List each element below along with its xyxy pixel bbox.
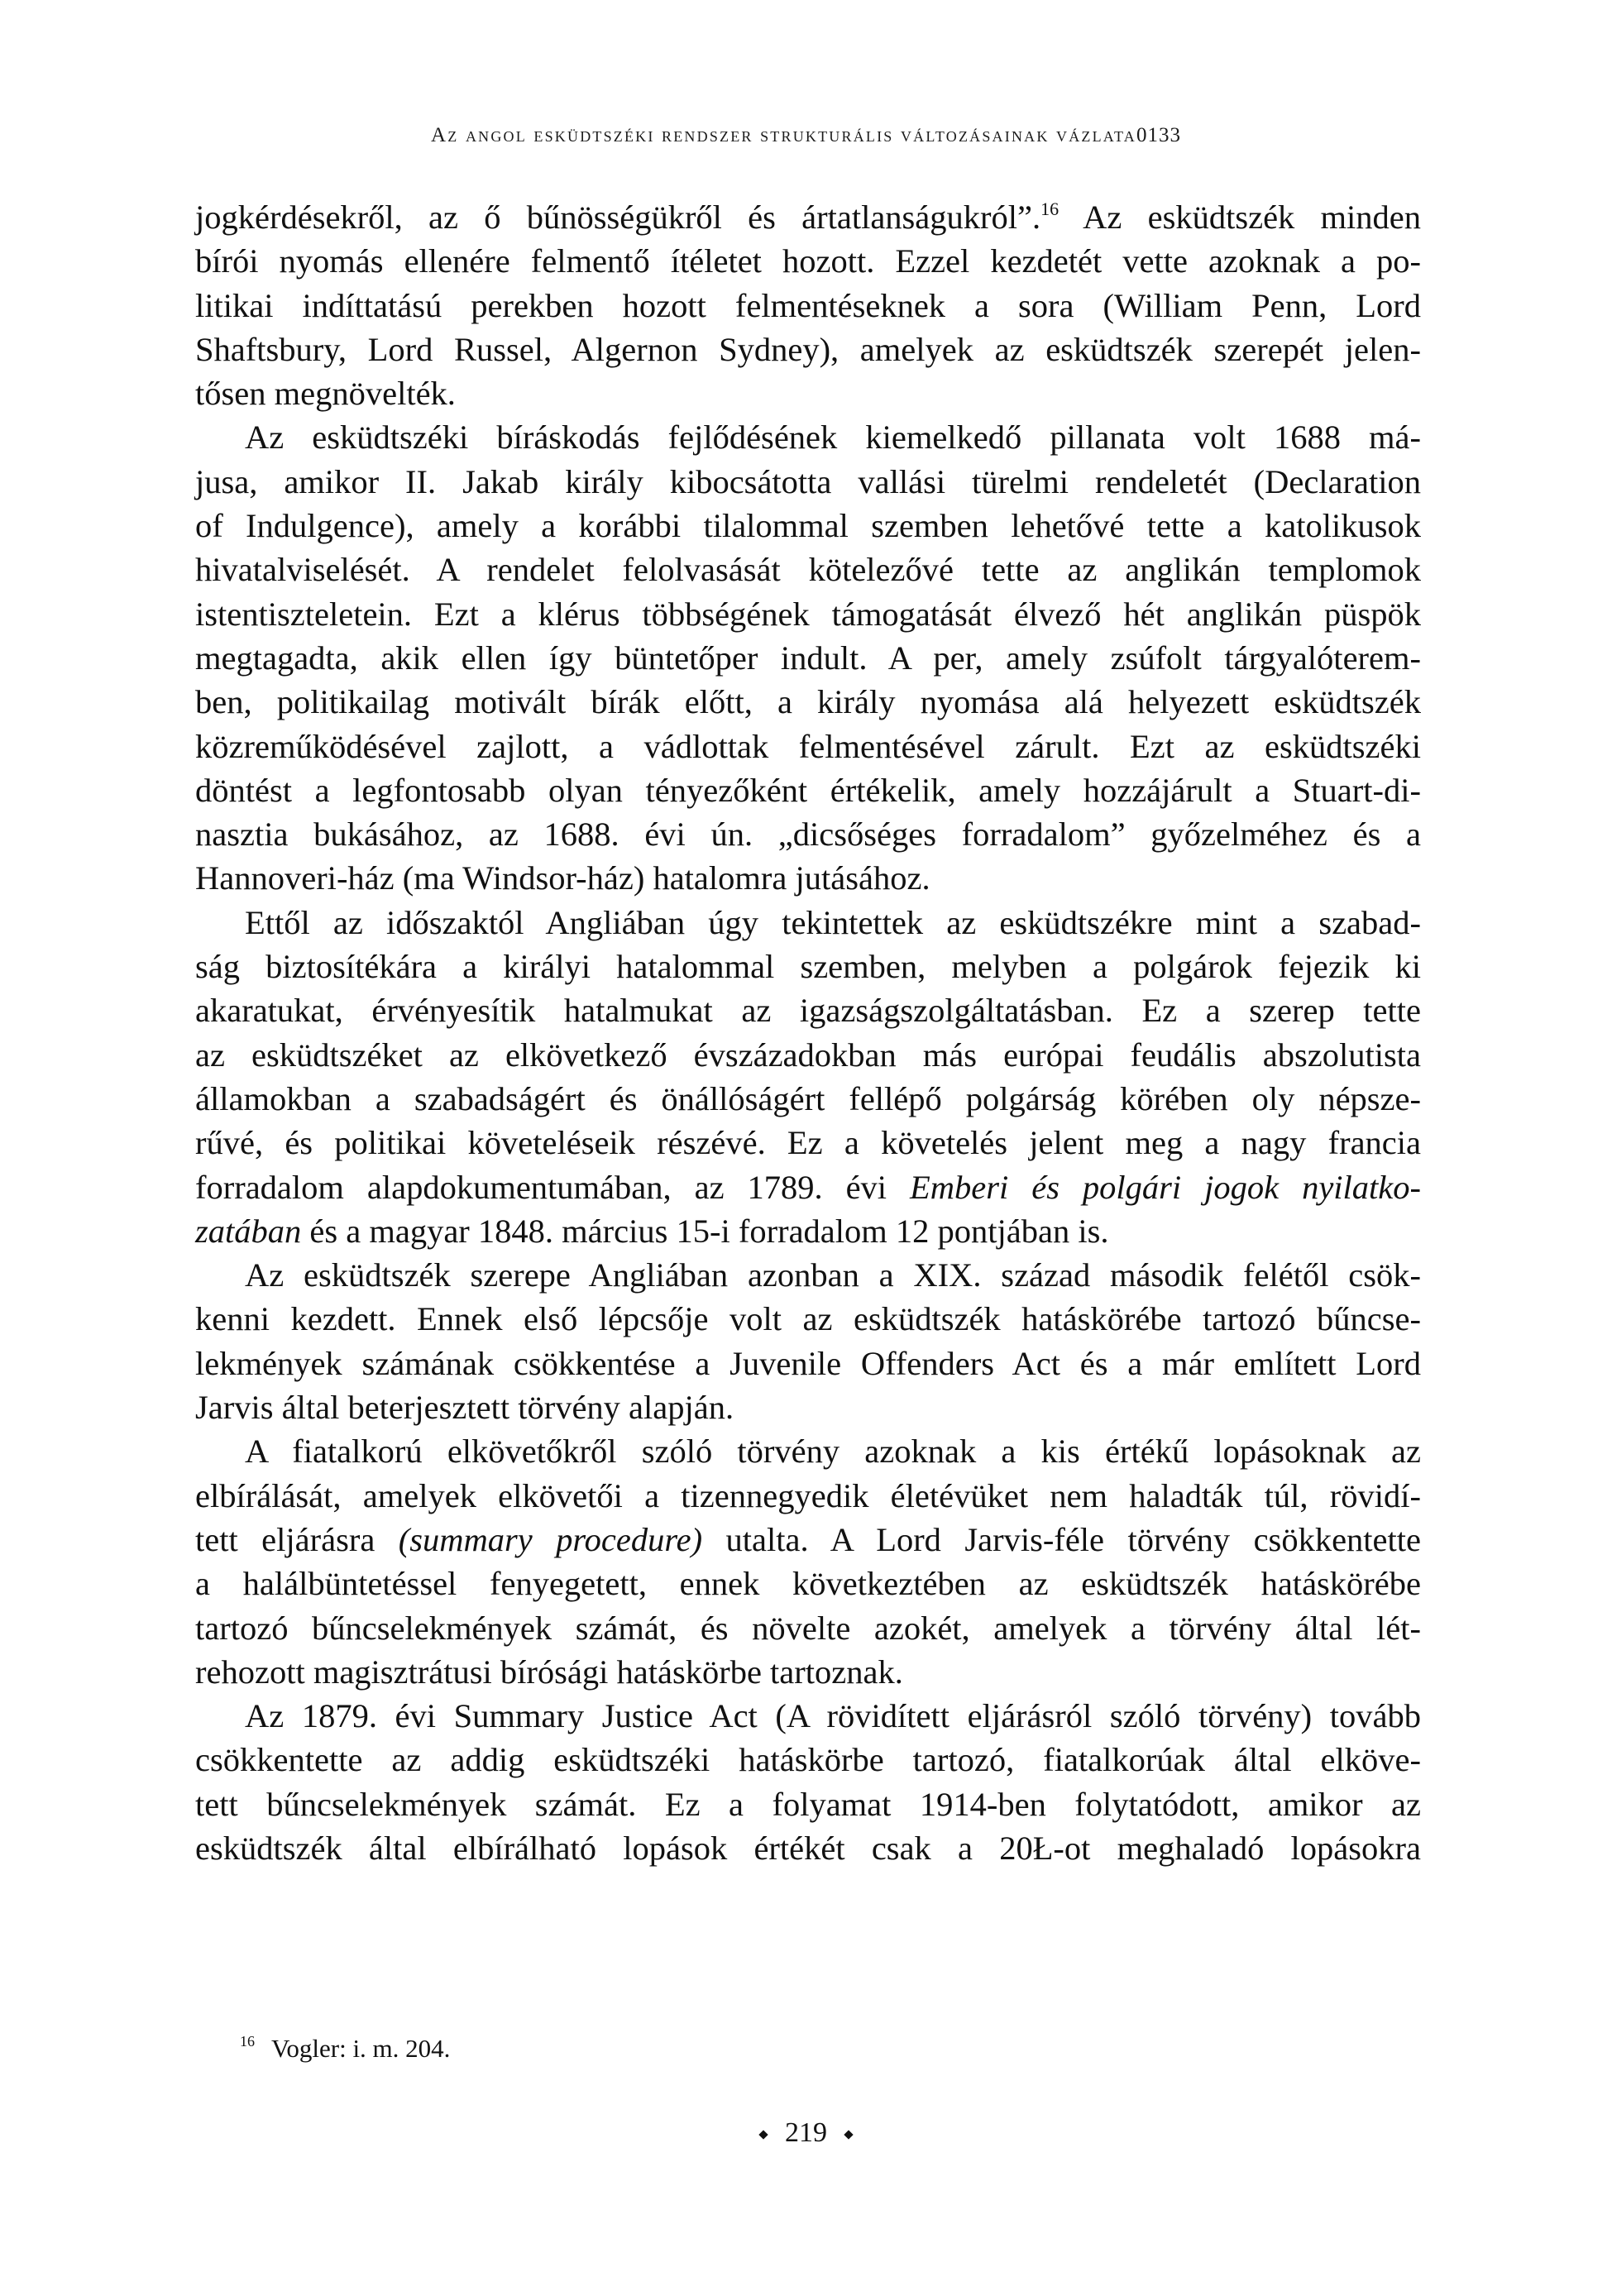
- text-segment: rehozott magisztrátusi bírósági hatáskörbe tartoznak.: [195, 1653, 903, 1691]
- text-line: [195, 1650, 1421, 1694]
- text-line: [195, 1826, 1421, 1870]
- running-header: [0, 124, 1612, 147]
- text-line: [195, 1518, 1421, 1562]
- italic-text: zatában: [195, 1212, 302, 1250]
- text-segment: kenni kezdett. Ennek első lépcsője volt az esküdtszék hatáskörébe tartozó bűncse-: [195, 1300, 1421, 1338]
- text-segment: jusa, amikor II. Jakab király kibocsátotta vallási türelmi rendeletét (Declaration: [195, 462, 1421, 500]
- text-line: [195, 725, 1421, 768]
- text-segment: tartozó bűncselekmények számát, és növelte azokét, amelyek a törvény által lét-: [195, 1609, 1421, 1647]
- text-segment: istentiszteletein. Ezt a klérus többségének támogatását élvező hét anglikán püspök: [195, 595, 1421, 633]
- italic-text: Emberi és polgári jogok nyilatko-: [910, 1168, 1422, 1206]
- text-segment: utalta. A Lord Jarvis-féle törvény csökkentette: [702, 1520, 1422, 1558]
- text-segment: Az esküdtszék minden: [1059, 199, 1422, 236]
- text-segment: tett bűncselekmények számát. Ez a folyamat 1914-ben folytatódott, amikor az: [195, 1785, 1421, 1823]
- text-segment: közreműködésével zajlott, a vádlottak felmentésével zárult. Ezt az esküdtszéki: [195, 727, 1421, 765]
- text-line: [195, 812, 1421, 856]
- text-segment: of Indulgence), amely a korábbi tilalommal szemben lehetővé tette a katolikusok: [195, 507, 1421, 545]
- text-segment: jogkérdésekről, az ő bűnösségükről és ártatlanságukról”.: [195, 199, 1041, 236]
- text-segment: akaratukat, érvényesítik hatalmukat az igazságszolgáltatásban. Ez a szerep tette: [195, 992, 1421, 1030]
- text-line: [195, 1474, 1421, 1518]
- paragraph-start-line: [195, 415, 1421, 459]
- text-segment: Az esküdtszéki bíráskodás fejlődésének kiemelkedő pillanata volt 1688 má-: [245, 419, 1421, 457]
- body-text: [195, 195, 1421, 1870]
- running-header-title: Az angol esküdtszéki rendszer strukturális változásainak vázlata: [431, 124, 1136, 146]
- text-segment: Az esküdtszék szerepe Angliában azonban a XIX. század második felétől csök-: [245, 1256, 1421, 1294]
- text-line: [195, 1562, 1421, 1605]
- paragraph-start-line: [195, 1694, 1421, 1738]
- page-number-value: 219: [785, 2117, 827, 2148]
- text-line: [195, 1782, 1421, 1826]
- text-segment: Az 1879. évi Summary Justice Act (A rövidített eljárásról szóló törvény) tovább: [245, 1697, 1421, 1735]
- text-line: [195, 328, 1421, 371]
- text-line: [195, 636, 1421, 680]
- text-segment: litikai indíttatású perekben hozott felmentéseknek a sora (William Penn, Lord: [195, 286, 1421, 324]
- text-line: [195, 239, 1421, 283]
- text-line: [195, 1209, 1421, 1253]
- footnote: [240, 2025, 450, 2065]
- text-segment: rűvé, és politikai követeléseik részévé. Ez a követelés jelent meg a nagy francia: [195, 1124, 1421, 1162]
- text-line: [195, 1077, 1421, 1121]
- running-header-folio: 0133: [1136, 124, 1181, 146]
- text-line: [195, 1342, 1421, 1385]
- text-line: [195, 1297, 1421, 1341]
- text-segment: ben, politikailag motivált bírák előtt, a király nyomása alá helyezett esküdtszék: [195, 683, 1421, 721]
- text-segment: Shaftsbury, Lord Russel, Algernon Sydney), amelyek az esküdtszék szerepét jelen-: [195, 330, 1421, 368]
- text-segment: a halálbüntetéssel fenyegetett, ennek következtében az esküdtszék hatáskörébe: [195, 1565, 1421, 1603]
- text-line: [195, 1606, 1421, 1650]
- footnote-text: Vogler: i. m. 204.: [271, 2034, 451, 2063]
- text-segment: megtagadta, akik ellen így büntetőper indult. A per, amely zsúfolt tárgyalóterem-: [195, 639, 1421, 677]
- paragraph-start-line: [195, 901, 1421, 945]
- text-line: [195, 1738, 1421, 1782]
- italic-text: (summary procedure): [398, 1520, 703, 1558]
- text-line: [195, 1385, 1421, 1429]
- text-segment: tősen megnövelték.: [195, 375, 456, 413]
- text-segment: államokban a szabadságért és önállóságért fellépő polgárság körében oly népsze-: [195, 1079, 1421, 1117]
- text-segment: esküdtszék által elbírálható lopások értékét csak a 20Ł-ot meghaladó lopásokra: [195, 1829, 1421, 1867]
- text-line: [195, 988, 1421, 1032]
- text-segment: Hannoveri-ház (ma Windsor-ház) hatalomra jutásához.: [195, 859, 930, 897]
- text-segment: döntést a legfontosabb olyan tényezőként értékelik, amely hozzájárult a Stuart-di-: [195, 771, 1421, 809]
- text-segment: az esküdtszéket az elkövetkező évszázadokban más európai feudális abszolutista: [195, 1036, 1421, 1074]
- text-line: [195, 1121, 1421, 1165]
- text-segment: csökkentette az addig esküdtszéki hatáskörbe tartozó, fiatalkorúak által elköve-: [195, 1741, 1421, 1779]
- text-line: [195, 945, 1421, 988]
- text-segment: elbírálását, amelyek elkövetői a tizennegyedik életévüket nem haladták túl, rövidí-: [195, 1476, 1421, 1514]
- text-segment: Jarvis által beterjesztett törvény alapján.: [195, 1389, 734, 1427]
- text-segment: bírói nyomás ellenére felmentő ítéletet hozott. Ezzel kezdetét vette azoknak a po-: [195, 242, 1421, 280]
- text-line: [195, 1033, 1421, 1077]
- text-segment: lekmények számának csökkentése a Juvenile Offenders Act és a már említett Lord: [195, 1344, 1421, 1382]
- text-segment: forradalom alapdokumentumában, az 1789. évi: [195, 1168, 911, 1206]
- text-line: [195, 195, 1421, 239]
- footnote-reference: 16: [1040, 199, 1060, 219]
- text-line: [195, 1165, 1421, 1209]
- paragraph-start-line: [195, 1429, 1421, 1473]
- footnote-number: 16: [240, 2033, 255, 2050]
- text-line: [195, 592, 1421, 636]
- text-segment: és a magyar 1848. március 15-i forradalom 12 pontjában is.: [301, 1212, 1109, 1250]
- text-line: [195, 460, 1421, 504]
- text-segment: nasztia bukásához, az 1688. évi ún. „dicsőséges forradalom” győzelméhez és a: [195, 816, 1421, 854]
- text-line: [195, 504, 1421, 548]
- text-segment: hivatalviselését. A rendelet felolvasását kötelezővé tette az anglikán templomok: [195, 551, 1421, 589]
- diamond-bullet-icon: [758, 2131, 768, 2140]
- text-segment: ság biztosítékára a királyi hatalommal szemben, melyben a polgárok fejezik ki: [195, 948, 1421, 986]
- text-line: [195, 680, 1421, 724]
- paragraph-start-line: [195, 1253, 1421, 1297]
- text-segment: Ettől az időszaktól Angliában úgy tekintettek az esküdtszékre mint a szabad-: [245, 903, 1421, 941]
- diamond-bullet-icon: [844, 2131, 853, 2140]
- text-line: [195, 371, 1421, 415]
- text-line: [195, 548, 1421, 591]
- text-line: [195, 284, 1421, 328]
- text-segment: A fiatalkorú elkövetőkről szóló törvény azoknak a kis értékű lopásoknak az: [245, 1433, 1421, 1471]
- text-line: [195, 856, 1421, 900]
- text-segment: tett eljárásra: [195, 1520, 399, 1558]
- page-number: [0, 2117, 1612, 2149]
- text-line: [195, 768, 1421, 812]
